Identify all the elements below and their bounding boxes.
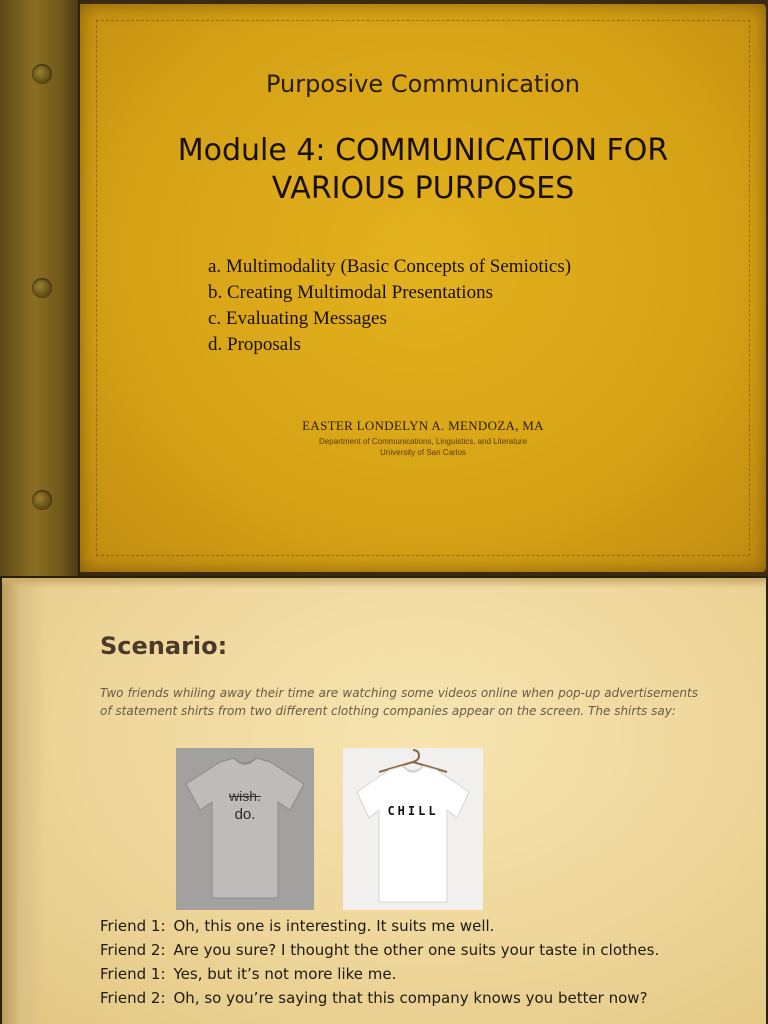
slide-scenario: [0, 576, 768, 1024]
gray-shirt-image: [176, 748, 314, 910]
tshirt-icon: [176, 748, 314, 910]
dialogue-line: [100, 962, 659, 986]
topic-item: c. Evaluating Messages: [208, 308, 387, 329]
dialogue-speaker: Friend 1:: [100, 965, 166, 983]
book-cover: [80, 4, 766, 572]
white-shirt-image: [343, 748, 483, 910]
page-curl-shadow: [2, 578, 46, 1024]
dialogue-text: Yes, but it’s not more like me.: [173, 965, 397, 983]
dialogue-speaker: Friend 2:: [100, 941, 166, 959]
author-affiliation: [80, 436, 766, 458]
topic-item: d. Proposals: [208, 334, 301, 355]
spine-rivet-icon: [32, 278, 52, 298]
scenario-heading: Scenario:: [100, 632, 228, 660]
shirt-word: CHILL: [387, 804, 439, 818]
scenario-intro: Two friends whiling away their time are watching some videos online when pop-up advertisements of statement shirts from two different clothing companies appear on the screen. The shirts say:: [100, 686, 698, 718]
dialogue-speaker: Friend 2:: [100, 989, 166, 1007]
page-edge-shadow: [2, 578, 766, 588]
dialogue-text: Oh, this one is interesting. It suits me well.: [173, 917, 495, 935]
dialogue-speaker: Friend 1:: [100, 917, 166, 935]
dialogue-text: Are you sure? I thought the other one suits your taste in clothes.: [173, 941, 660, 959]
course-title: Purposive Communication: [266, 70, 580, 98]
university-name: University of San Carlos: [380, 448, 466, 457]
shirt-crossed-word: wish.: [229, 788, 261, 804]
module-title: [80, 132, 766, 208]
spine-rivet-icon: [32, 490, 52, 510]
topic-item: a. Multimodality (Basic Concepts of Semiotics): [208, 256, 572, 277]
topic-list: [208, 254, 571, 358]
dialogue-line: [100, 938, 659, 962]
shirt-word: do.: [234, 806, 256, 823]
dialogue-list: [100, 914, 659, 1010]
parchment-page: [2, 578, 766, 1024]
hanger-tshirt-icon: [343, 748, 483, 910]
author-name: EASTER LONDELYN A. MENDOZA, MA: [302, 418, 544, 433]
topic-item: b. Creating Multimodal Presentations: [208, 282, 493, 303]
dialogue-line: [100, 986, 659, 1010]
book-spine: [0, 0, 80, 576]
module-title-line: Module 4: COMMUNICATION FOR: [177, 133, 669, 168]
department-name: Department of Communications, Linguistics, and Literature: [318, 437, 528, 446]
module-title-line: VARIOUS PURPOSES: [271, 171, 575, 206]
spine-rivet-icon: [32, 64, 52, 84]
dialogue-line: [100, 914, 659, 938]
dialogue-text: Oh, so you’re saying that this company knows you better now?: [173, 989, 648, 1007]
